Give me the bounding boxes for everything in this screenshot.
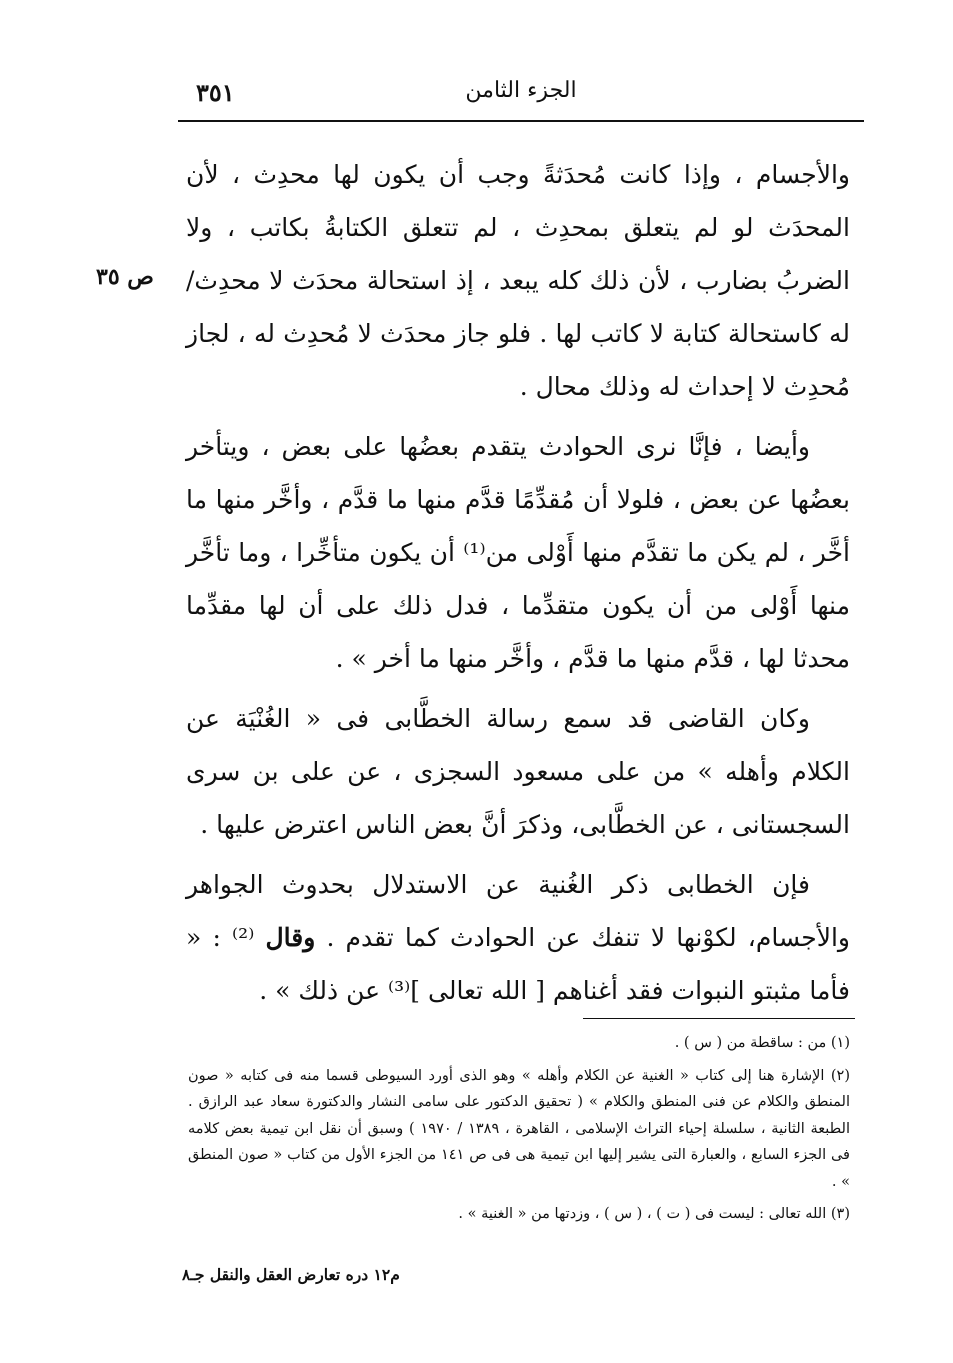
paragraph-2: وأيضا ، فإنَّا نرى الحوادث يتقدم بعضُها على بعض ، ويتأخر بعضُها عن بعض ، فلولا أن مُقدِّمًا قدَّم منها ما قدَّم ، وأخَّر منها ما أخَّر ، لم يكن ما تقدَّم منها أَوْلى من⁽¹⁾ أن يكون متأخِّرا ، وما تأخَّر منها أَوْلى من أن يكون متقدِّما ، فدل ذلك على أن لها مقدِّما محدثا لها ، قدَّم منها ما قدَّم ، وأخَّر منها ما أخر » . xyxy=(186,432,850,673)
footnote-1: (١) من : ساقطة من ( س ) . xyxy=(674,1035,850,1051)
footnote-rule xyxy=(583,1018,855,1019)
paragraph-4-end: ⁽²⁾ : « فأما مثبتو النبوات فقد أغناهم [ الله تعالى ]⁽³⁾ عن ذلك » . xyxy=(186,923,850,1005)
page-header xyxy=(178,74,864,114)
footnote-3: (٣) الله تعالى : ليست فى ( ت ) ، ( س ) ، وزدتها من « الغنية » . xyxy=(458,1206,850,1222)
running-title: الجزء الثامن xyxy=(465,78,577,103)
paragraph-1: والأجسام ، وإذا كانت مُحدَثةً وجب أن يكون لها محدِث ، لأن المحدَث لو لم يتعلق بمحدِث ، لم تتعلق الكتابةُ بكاتب ، ولا الضربُ بضارب ، لأن ذلك كله يبعد ، إذ استحالة محدَث لا محدِث/له كاستحالة كتابة لا كاتب لها . فلو جاز محدَث لا مُحدِث له ، لجاز مُحدِث لا إحداث له وذلك محال . xyxy=(186,160,850,401)
footnotes xyxy=(188,1030,850,1228)
paragraph-3: وكان القاضى قد سمع رسالة الخطَّابى فى « الغُنْيَة عن الكلام وأهله » من على مسعود السجزى ، عن على بن سرى السجستانى ، عن الخطَّابى، وذكرَ أنَّ بعض الناس اعترض عليها . xyxy=(186,704,850,839)
header-rule xyxy=(178,120,864,122)
margin-page-reference: ص ٣٥ xyxy=(96,264,154,290)
footnote-2: (٢) الإشارة هنا إلى كتاب « الغنية عن الكلام وأهله » وهو الذى أورد السيوطى قسما منه فى كتابه « صون المنطق والكلام عن فنى المنطق والكلام » ( تحقيق الدكتور على سامى النشار والدكتورة سعاد عبد الرازق . الطبعة الثانية ، سلسلة إحياء التراث الإسلامى ، القاهرة ، ١٣٨٩ / ١٩٧٠ ) وسبق أن نقل ابن تيمية بعض كلامه فى الجزء السابع ، والعبارة التى يشير إليها ابن تيمية هى فى ص ١٤١ من الجزء الأول من كتاب « صون المنطق » . xyxy=(188,1067,850,1190)
paragraph-4-start: فإن الخطابى ذكر الغُنية عن الاستدلال بحدوث الجواهر والأجسام، لكوْنها لا تنفك عن الحوادث كما تقدم . xyxy=(186,870,851,952)
paragraph-4-bold: وقال xyxy=(265,923,316,952)
main-text xyxy=(186,148,850,1017)
signature-line: م١٢ دره تعارض العقل والنقل جـ٨ xyxy=(182,1265,400,1284)
paragraph-4 xyxy=(186,858,850,1017)
page-number: ٣٥١ xyxy=(196,78,235,107)
